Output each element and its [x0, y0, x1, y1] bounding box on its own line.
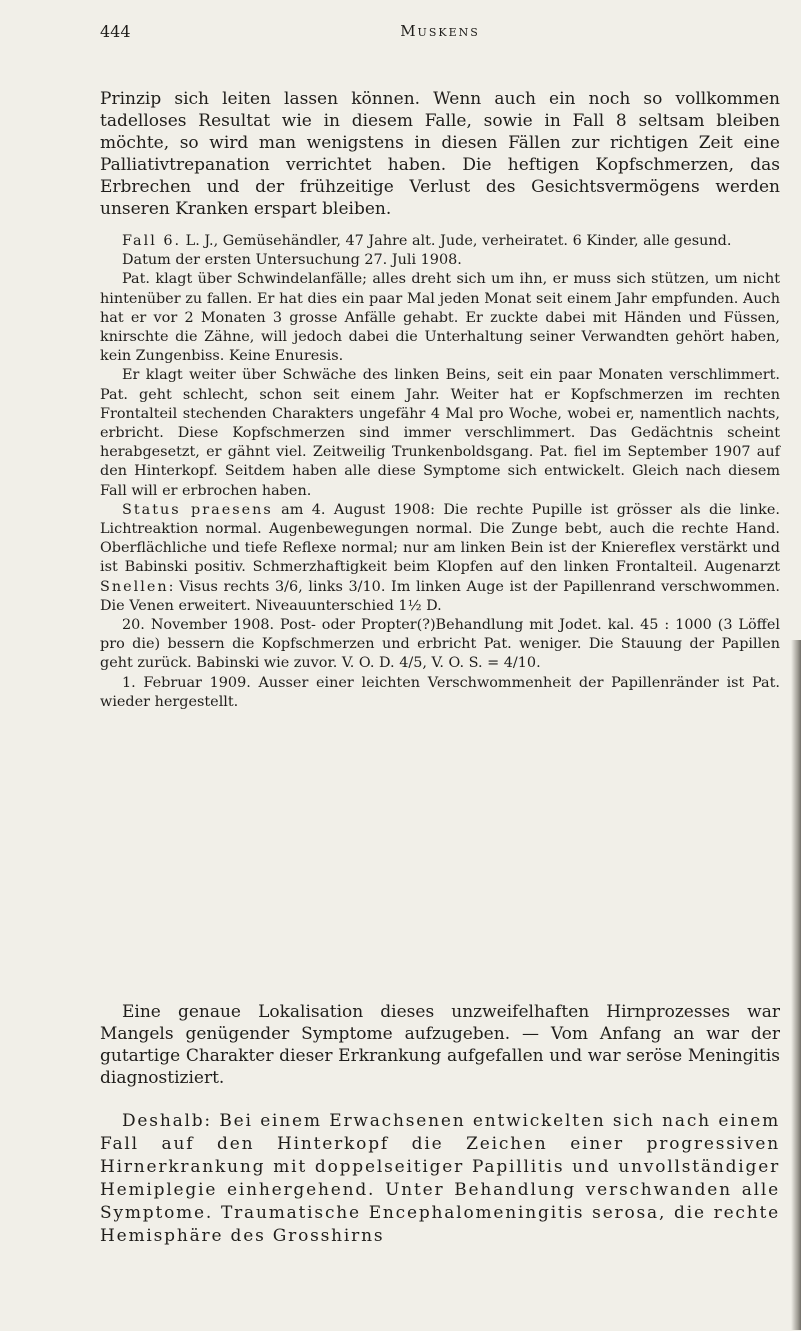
- snellen-label: Snellen: [100, 578, 169, 595]
- page-edge-shadow: [791, 640, 801, 1330]
- case-heading: Fall 6.: [122, 233, 182, 249]
- status-text-2: : Visus rechts 3/6, links 3/10. Im linken Auge ist der Papillenrand verschwommen. Die Venen erweitert. Niveauunterschied 1½ D.: [100, 578, 780, 614]
- case-status: [100, 501, 780, 616]
- intro-paragraph: Prinzip sich leiten lassen können. Wenn auch ein noch so vollkommen tadelloses Resultat wie in diesem Falle, sowie in Fall 8 seltsam bleiben möchte, so wird man wenigstens in diesen Fällen zur richtigen Zeit eine Palliativtrepanation verrichtet haben. Die heftigen Kopfschmerzen, das Erbrechen und der frühzeitige Verlust des Gesichtsvermögens werden unseren Kranken erspart bleiben.: [100, 89, 780, 219]
- conclusion-block: [100, 1110, 780, 1248]
- case-report: [100, 232, 780, 712]
- case-heading-paragraph: [100, 232, 780, 251]
- case-date: Datum der ersten Untersuchung 27. Juli 1908.: [122, 252, 462, 269]
- case-complaints: Pat. klagt über Schwindelanfälle; alles dreht sich um ihn, er muss sich stützen, um nicht hintenüber zu fallen. Er hat dies ein paar Mal jeden Monat seit einem Jahr empfunden. Auch hat er vor 2 Monaten 3 grosse Anfälle gehabt. Er zuckte dabei mit Händen und Füssen, knirschte die Zähne, will jedoch dabei die Unterhaltung seiner Verwandten gehört haben, kein Zungenbiss. Keine Enuresis.: [100, 271, 780, 365]
- status-text: am 4. August 1908: Die rechte Pupille ist grösser als die linke. Lichtreaktion normal. Augenbewegungen normal. Die Zunge bebt, auch die rechte Hand. Oberflächliche und tiefe Reflexe normal; nur am linken Bein ist der Kniereflex verstärkt und ist Babinski positiv. Schmerzhaftigkeit beim Klopfen auf den linken Frontalteil. Augenarzt: [100, 501, 780, 576]
- running-header: [100, 22, 780, 46]
- status-label: Status praesens: [122, 501, 273, 518]
- running-title: Muskens: [400, 22, 480, 40]
- intro-paragraph-block: [100, 88, 780, 220]
- discussion-block: [100, 1001, 780, 1089]
- case-history: Er klagt weiter über Schwäche des linken Beins, seit ein paar Monaten verschlimmert. Pat. geht schlecht, schon seit einem Jahr. Weiter hat er Kopfschmerzen im rechten Frontalteil stechenden Charakters ungefähr 4 Mal pro Woche, wobei er, namentlich nachts, erbricht. Diese Kopfschmerzen sind immer verschlimmert. Das Gedächtnis scheint herabgesetzt, er gähnt viel. Zeitweilig Trunkenboldsgang. Pat. fiel im September 1907 auf den Hinterkopf. Seitdem haben alle diese Symptome sich entwickelt. Gleich nach diesem Fall will er erbrochen haben.: [100, 367, 780, 499]
- conclusion-paragraph: Deshalb: Bei einem Erwachsenen entwickelten sich nach einem Fall auf den Hinterkopf die Zeichen einer progressiven Hirnerkrankung mit doppelseitiger Papillitis und unvollständiger Hemiplegie einhergehend. Unter Behandlung verschwanden alle Symptome. Traumatische Encephalomeningitis serosa, die rechte Hemisphäre des Grosshirns: [100, 1111, 780, 1246]
- case-followup-february: 1. Februar 1909. Ausser einer leichten Verschwommenheit der Papillenränder ist Pat. wieder hergestellt.: [100, 674, 780, 710]
- page-number: 444: [100, 22, 131, 41]
- case-patient-info: L. J., Gemüsehändler, 47 Jahre alt. Jude, verheiratet. 6 Kinder, alle gesund.: [181, 233, 732, 249]
- discussion-paragraph: Eine genaue Lokalisation dieses unzweifelhaften Hirnprozesses war Mangels genügender Symptome aufzugeben. — Vom Anfang an war der gutartige Charakter dieser Erkrankung aufgefallen und war seröse Meningitis diagnostiziert.: [100, 1002, 780, 1088]
- case-followup-november: 20. November 1908. Post- oder Propter(?)Behandlung mit Jodet. kal. 45 : 1000 (3 Löffel pro die) bessern die Kopfschmerzen und erbricht Pat. weniger. Die Stauung der Papillen geht zurück. Babinski wie zuvor. V. O. D. 4/5, V. O. S. = 4/10.: [100, 617, 780, 672]
